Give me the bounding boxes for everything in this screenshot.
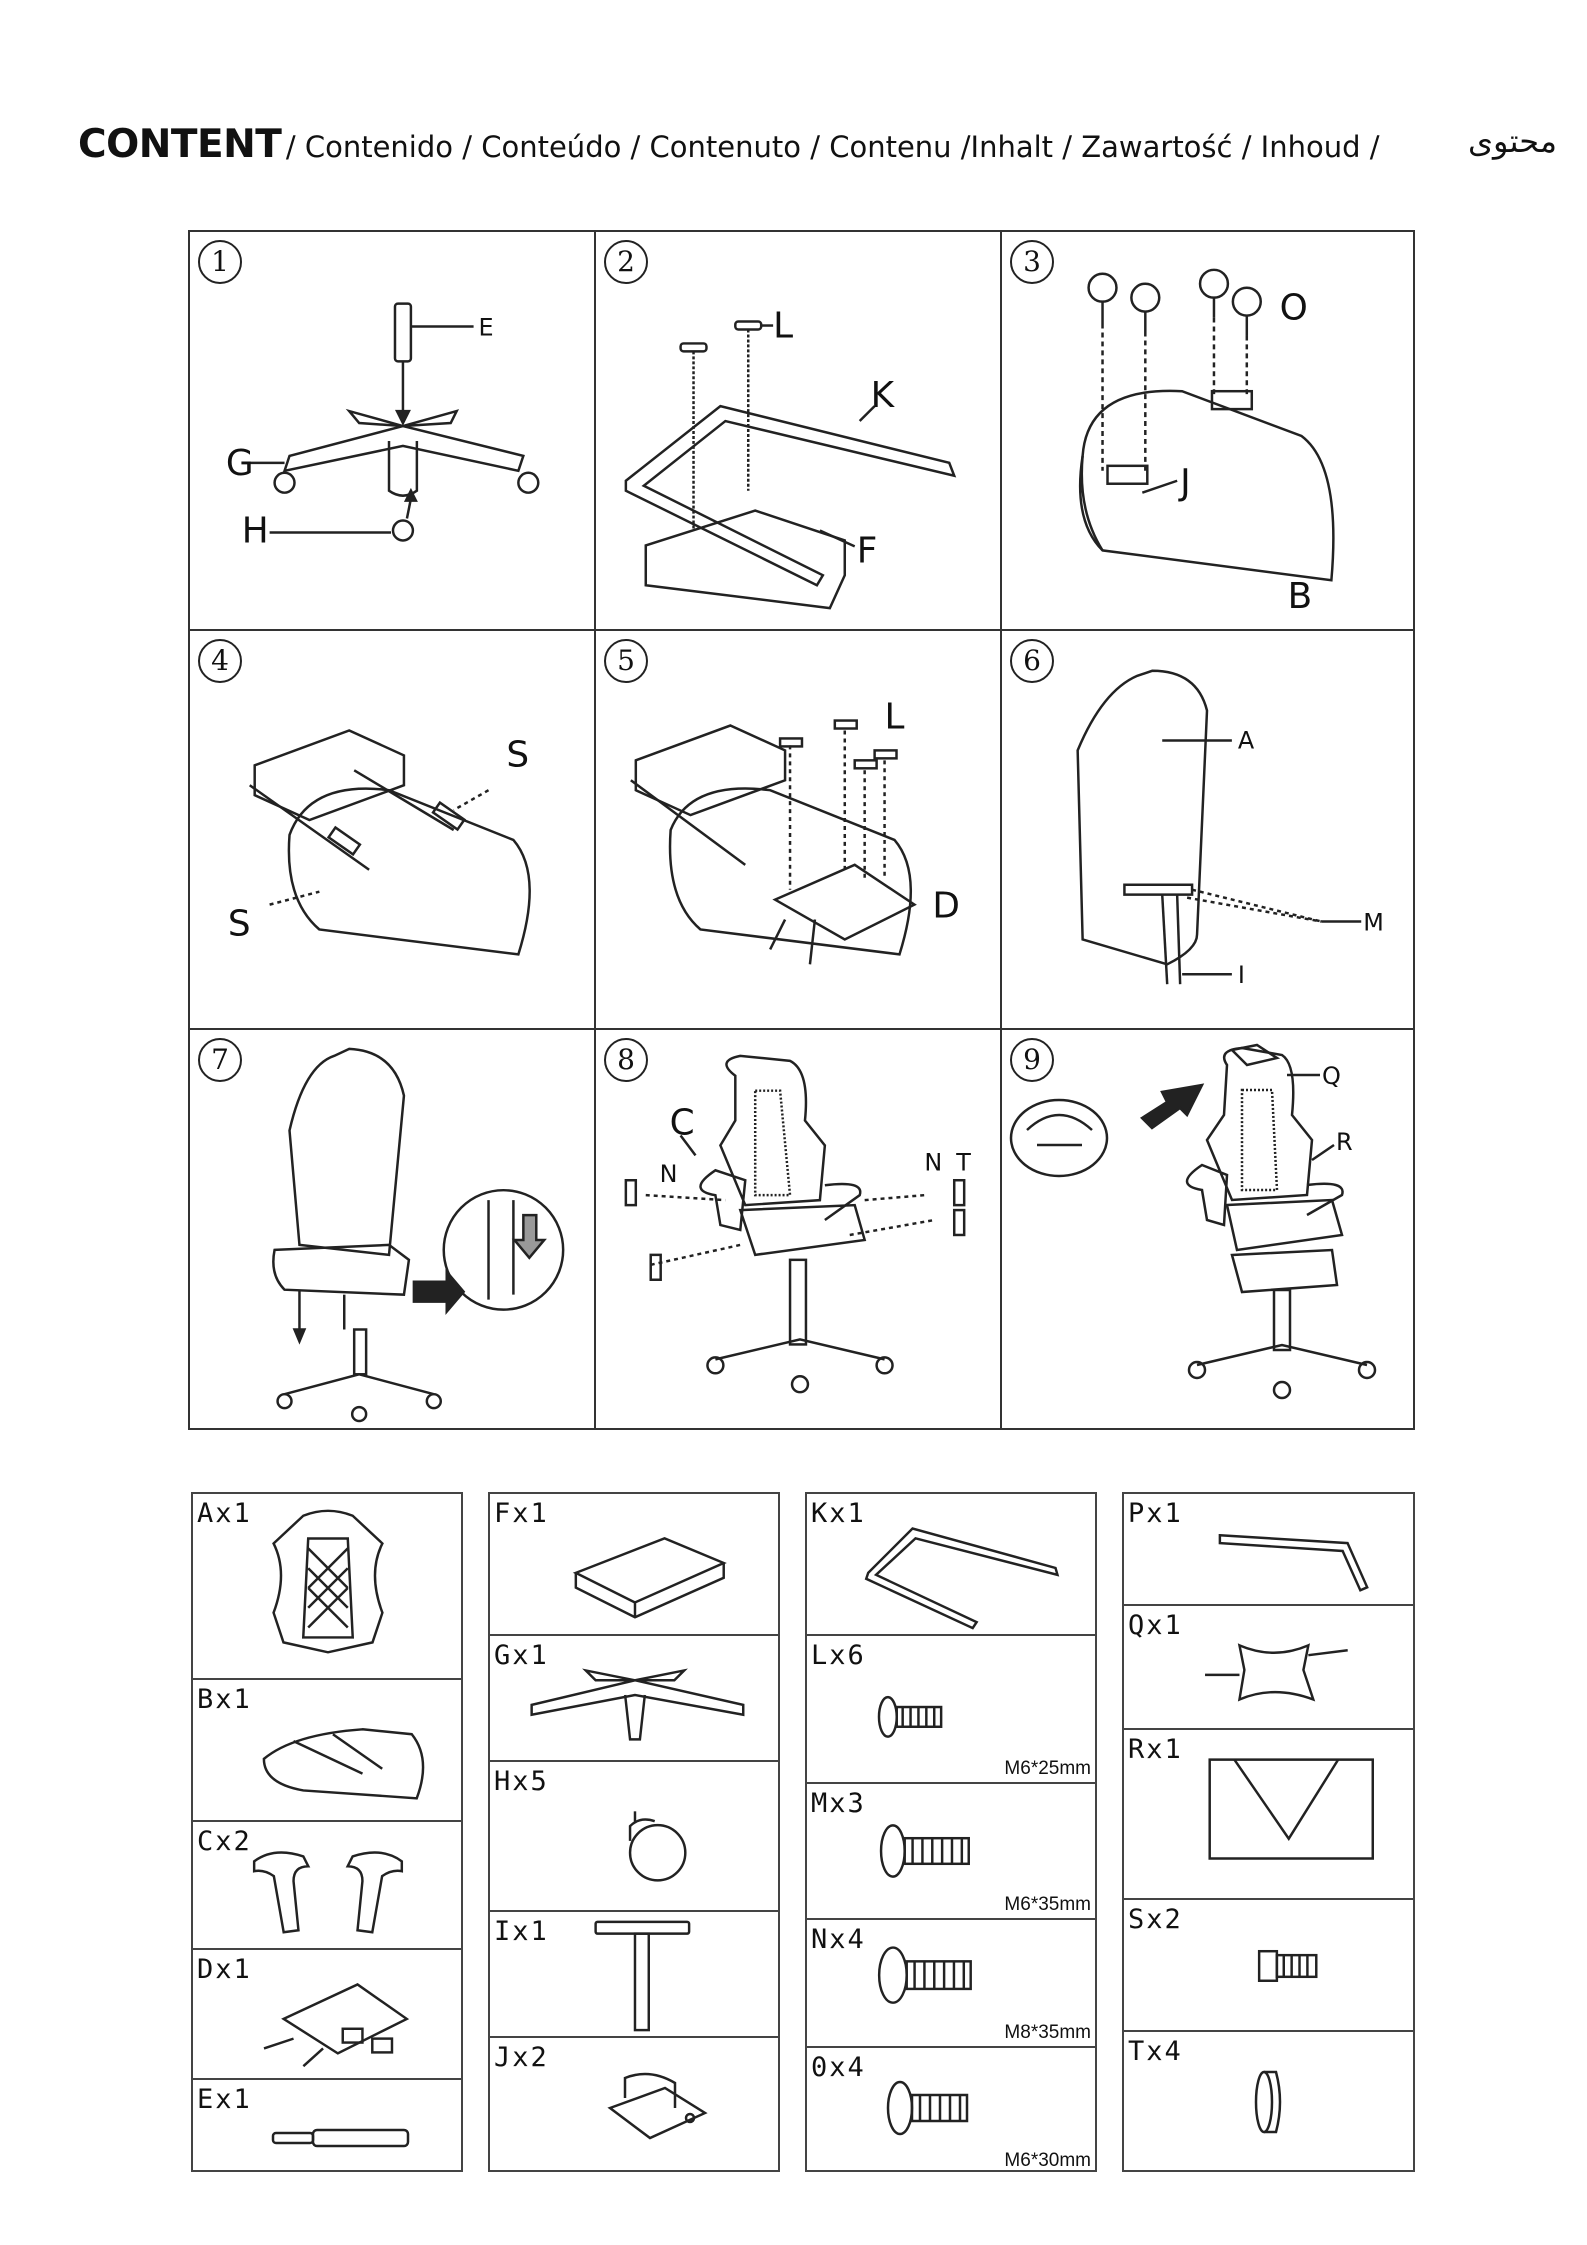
part-p [1124,1494,1413,1606]
part-label: Bx1 [197,1684,252,1715]
part-label: Hx5 [494,1766,549,1797]
step-2-illustration [596,232,1000,629]
part-t [1124,2032,1413,2174]
step-number: 5 [604,639,648,683]
mechanism-icon [193,1950,461,2078]
part-b [193,1680,461,1822]
step-9-label-q: Q [1322,1062,1341,1090]
part-o [807,2048,1095,2174]
part-label: Tx4 [1128,2036,1183,2067]
step-5-label-l: L [884,696,905,738]
armrest-icon [193,1822,461,1948]
hex-key-icon [1124,1494,1413,1604]
step-6 [1002,631,1413,1030]
step-number: 2 [604,240,648,284]
step-9 [1002,1030,1413,1428]
seat-board-icon [490,1494,778,1634]
step-7 [190,1030,596,1428]
support-bar-icon [807,1494,1095,1634]
part-j [490,2038,778,2174]
step-4 [190,631,596,1030]
part-label: Ex1 [197,2084,252,2115]
step-5 [596,631,1002,1030]
part-label: Kx1 [811,1498,866,1529]
step-4-illustration [190,631,594,1028]
step-6-label-a: A [1237,726,1255,755]
step-2-label-l: L [773,305,794,347]
step-9-illustration [1002,1030,1413,1428]
content-arabic: محتوى [1468,122,1558,160]
gas-lift-icon [193,2080,461,2174]
part-k [807,1494,1095,1636]
part-label: Mx3 [811,1788,866,1819]
step-number: 7 [198,1038,242,1082]
part-label: Rx1 [1128,1734,1183,1765]
step-6-label-m: M [1363,908,1384,937]
step-number: 1 [198,240,242,284]
parts-column-2 [488,1492,780,2172]
step-8-label-t: T [956,1148,971,1177]
step-2-label-k: K [870,375,895,417]
step-3-illustration [1002,232,1413,629]
step-7-illustration [190,1030,594,1428]
part-size: M6*30mm [1004,2150,1091,2171]
step-8-illustration [596,1030,1000,1428]
part-label: Fx1 [494,1498,549,1529]
part-d [193,1950,461,2080]
step-8-label-c: C [669,1102,695,1144]
part-a [193,1494,461,1680]
step-number: 9 [1010,1038,1054,1082]
part-label: Dx1 [197,1954,252,1985]
headrest-pillow-icon [1124,1606,1413,1728]
bracket-icon [490,1912,778,2036]
part-label: Ix1 [494,1916,549,1947]
part-h [490,1762,778,1912]
content-title: CONTENT [78,122,282,167]
parts-column-1 [191,1492,463,2172]
content-translations: / Contenido / Conteúdo / Contenuto / Contenu /Inhalt / Zawartość / Inhoud / [285,130,1380,164]
part-f [490,1494,778,1636]
part-n [807,1920,1095,2048]
connector-icon [490,2038,778,2174]
step-3-label-o: O [1279,287,1308,329]
part-label: Jx2 [494,2042,549,2073]
step-2-label-f: F [856,530,878,572]
step-8-label-n-right: N [924,1148,943,1177]
part-label: Cx2 [197,1826,252,1857]
part-label: Px1 [1128,1498,1183,1529]
step-4-label-s-right: S [506,734,530,776]
step-3-label-b: B [1287,576,1313,618]
step-9-label-r: R [1336,1128,1353,1156]
step-number: 3 [1010,240,1054,284]
part-e [193,2080,461,2174]
step-1-label-e: E [478,313,494,342]
part-label: Ax1 [197,1498,252,1529]
step-5-illustration [596,631,1000,1028]
step-5-label-d: D [932,885,960,927]
part-g [490,1636,778,1762]
step-4-label-s-left: S [227,903,251,945]
step-1-label-g: G [225,442,254,484]
step-8 [596,1030,1002,1428]
part-label: Sx2 [1128,1904,1183,1935]
caster-icon [490,1762,778,1910]
part-q [1124,1606,1413,1730]
step-6-illustration [1002,631,1413,1028]
step-number: 6 [1010,639,1054,683]
screw-s-icon [1124,1900,1413,2030]
cap-icon [1124,2032,1413,2174]
part-label: Qx1 [1128,1610,1183,1641]
part-size: M6*25mm [1004,1758,1091,1779]
part-label: Gx1 [494,1640,549,1671]
parts-column-3 [805,1492,1097,2172]
part-m [807,1784,1095,1920]
step-3-label-j: J [1180,462,1191,504]
backrest-icon [193,1494,461,1678]
step-3 [1002,232,1413,631]
part-r [1124,1730,1413,1900]
part-label: Nx4 [811,1924,866,1955]
step-number: 8 [604,1038,648,1082]
part-size: M8*35mm [1004,2022,1091,2043]
lumbar-pillow-icon [1124,1730,1413,1898]
base-icon [490,1636,778,1760]
content-header [78,122,1558,172]
part-size: M6*35mm [1004,1894,1091,1915]
part-s [1124,1900,1413,2032]
step-1-label-h: H [241,510,269,552]
parts-column-4 [1122,1492,1415,2172]
seat-icon [193,1680,461,1820]
step-number: 4 [198,639,242,683]
step-1-illustration [190,232,594,629]
part-i [490,1912,778,2038]
assembly-steps-grid [188,230,1415,1430]
step-8-label-n-left: N [659,1160,678,1189]
step-1 [190,232,596,631]
part-l [807,1636,1095,1784]
part-label: 0x4 [811,2052,866,2083]
step-2 [596,232,1002,631]
part-c [193,1822,461,1950]
step-6-label-i: I [1237,961,1245,990]
part-label: Lx6 [811,1640,866,1671]
